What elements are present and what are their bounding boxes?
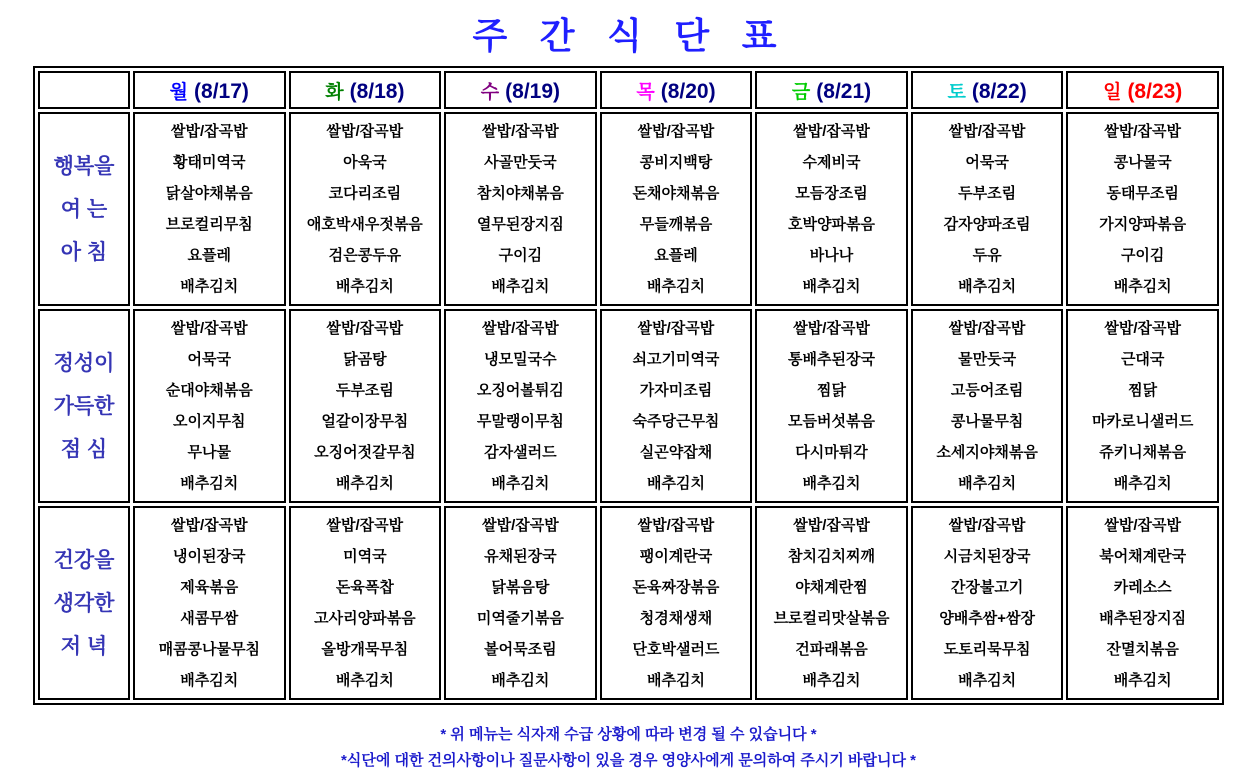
day-glyph-tue: 화 <box>325 81 344 103</box>
menu-item: 브로컬리맛살볶음 <box>773 610 890 627</box>
menu-item: 요플레 <box>187 247 232 264</box>
menu-cell-dinner-mon <box>133 506 286 700</box>
menu-cell-breakfast-sun <box>1066 112 1219 306</box>
menu-item: 수제비국 <box>802 154 861 171</box>
dinner-label <box>40 550 128 657</box>
menu-item: 배추김치 <box>491 475 550 492</box>
menu-item: 돈육폭찹 <box>335 579 394 596</box>
day-header-tue <box>289 71 442 109</box>
menu-item: 배추김치 <box>180 672 239 689</box>
label-line: 건강을 <box>53 548 115 572</box>
menu-item: 쌀밥/잡곡밥 <box>793 123 870 140</box>
corner-cell <box>38 71 130 109</box>
menu-item: 배추김치 <box>802 475 861 492</box>
label-line: 생각한 <box>53 591 115 615</box>
day-date-sat: (8/22) <box>971 79 1027 103</box>
menu-cell-breakfast-fri <box>755 112 908 306</box>
label-line: 가득한 <box>53 394 115 418</box>
menu-item: 닭살야채볶음 <box>165 185 253 202</box>
menu-item: 배추김치 <box>180 475 239 492</box>
menu-item: 소세지야채볶음 <box>936 444 1038 461</box>
label-line: 정성이 <box>53 351 115 375</box>
menu-cell-lunch-sat <box>911 309 1064 503</box>
menu-item: 무나물 <box>187 444 232 461</box>
menu-item: 숙주당근무침 <box>632 413 720 430</box>
menu-item: 참치야채볶음 <box>476 185 564 202</box>
menu-item: 북어채계란국 <box>1099 548 1187 565</box>
menu-item: 쇠고기미역국 <box>632 351 720 368</box>
weekly-menu-table <box>33 66 1224 705</box>
menu-item: 배추김치 <box>335 278 394 295</box>
menu-item: 배추김치 <box>958 672 1017 689</box>
menu-item: 배추김치 <box>180 278 239 295</box>
menu-item: 쌀밥/잡곡밥 <box>482 517 559 534</box>
menu-item: 야채계란찜 <box>795 579 868 596</box>
menu-item: 쌀밥/잡곡밥 <box>637 320 715 337</box>
menu-item: 쌀밥/잡곡밥 <box>793 517 870 534</box>
menu-cell-lunch-fri <box>755 309 908 503</box>
menu-item: 냉이된장국 <box>173 548 246 565</box>
day-glyph-thu: 목 <box>636 81 655 103</box>
menu-item: 황태미역국 <box>173 154 246 171</box>
menu-item: 감자양파조림 <box>943 216 1031 233</box>
day-header-fri <box>755 71 908 109</box>
menu-item: 배추김치 <box>958 278 1017 295</box>
menu-item: 배추김치 <box>1113 475 1172 492</box>
day-date-tue: (8/18) <box>349 79 405 103</box>
breakfast-label-cell <box>38 112 130 306</box>
day-header-sun <box>1066 71 1219 109</box>
menu-item: 찜닭 <box>817 382 847 399</box>
menu-item: 애호박새우젓볶음 <box>306 216 423 233</box>
menu-item: 간장불고기 <box>950 579 1024 596</box>
menu-item: 단호박샐러드 <box>632 641 720 658</box>
menu-cell-dinner-sun <box>1066 506 1219 700</box>
menu-item: 쌀밥/잡곡밥 <box>948 320 1026 337</box>
menu-item: 돈육짜장볶음 <box>632 579 720 596</box>
menu-item: 사골만둣국 <box>484 154 557 171</box>
menu-item: 유채된장국 <box>484 548 557 565</box>
day-header-row <box>38 71 1219 109</box>
menu-item: 배추김치 <box>646 278 705 295</box>
menu-item: 시금치된장국 <box>943 548 1031 565</box>
menu-item: 도토리묵무침 <box>943 641 1031 658</box>
menu-cell-dinner-tue <box>289 506 442 700</box>
menu-item: 배추김치 <box>958 475 1017 492</box>
menu-item: 쥬키니채볶음 <box>1099 444 1187 461</box>
menu-item: 쌀밥/잡곡밥 <box>326 320 404 337</box>
label-line: 저 녁 <box>60 634 108 658</box>
dinner-row <box>38 506 1219 700</box>
menu-item: 청경채생채 <box>639 610 713 627</box>
menu-item: 새콤무쌈 <box>180 610 239 627</box>
menu-item: 돈채야채볶음 <box>632 185 720 202</box>
menu-item: 콩나물무침 <box>950 413 1024 430</box>
menu-item: 다시마튀각 <box>795 444 868 461</box>
menu-item: 쌀밥/잡곡밥 <box>1104 320 1181 337</box>
menu-item: 쌀밥/잡곡밥 <box>482 123 559 140</box>
menu-item: 쌀밥/잡곡밥 <box>637 123 715 140</box>
menu-item: 두부조림 <box>958 185 1017 202</box>
menu-item: 두유 <box>972 247 1002 264</box>
menu-cell-breakfast-wed <box>444 112 597 306</box>
breakfast-row <box>38 112 1219 306</box>
menu-item: 미역줄기볶음 <box>476 610 564 627</box>
menu-item: 호박양파볶음 <box>788 216 875 233</box>
menu-cell-lunch-mon <box>133 309 286 503</box>
menu-item: 구이김 <box>498 247 543 264</box>
menu-item: 쌀밥/잡곡밥 <box>948 123 1026 140</box>
menu-item: 오징어볼튀김 <box>476 382 564 399</box>
menu-item: 쌀밥/잡곡밥 <box>326 123 404 140</box>
menu-item: 쌀밥/잡곡밥 <box>326 517 404 534</box>
menu-item: 통배추된장국 <box>788 351 875 368</box>
menu-item: 제육볶음 <box>180 579 239 596</box>
footer-note-1: * 위 메뉴는 식자재 수급 상황에 따라 변경 될 수 있습니다 * <box>440 726 817 743</box>
day-glyph-fri: 금 <box>791 81 811 103</box>
menu-cell-breakfast-mon <box>133 112 286 306</box>
menu-item: 팽이계란국 <box>639 548 713 565</box>
menu-cell-lunch-sun <box>1066 309 1219 503</box>
menu-item: 매콤콩나물무침 <box>158 641 260 658</box>
label-line: 아 침 <box>60 240 108 264</box>
menu-item: 올방개묵무침 <box>321 641 409 658</box>
day-glyph-mon: 월 <box>169 81 189 103</box>
menu-item: 어묵국 <box>187 351 232 368</box>
menu-item: 콩비지백탕 <box>639 154 713 171</box>
menu-item: 근대국 <box>1120 351 1165 368</box>
menu-item: 쌀밥/잡곡밥 <box>1104 517 1181 534</box>
menu-item: 모듬버섯볶음 <box>788 413 875 430</box>
menu-item: 닭볶음탕 <box>491 579 550 596</box>
breakfast-label <box>40 156 128 263</box>
label-line: 여 는 <box>60 197 108 221</box>
day-header-wed <box>444 71 597 109</box>
menu-item: 배추김치 <box>335 475 394 492</box>
menu-item: 배추김치 <box>646 672 705 689</box>
menu-item: 물만둣국 <box>958 351 1017 368</box>
menu-item: 두부조림 <box>335 382 394 399</box>
menu-item: 배추김치 <box>802 278 861 295</box>
menu-item: 동태무조림 <box>1106 185 1179 202</box>
menu-item: 닭곰탕 <box>343 351 387 368</box>
menu-cell-lunch-wed <box>444 309 597 503</box>
menu-cell-dinner-wed <box>444 506 597 700</box>
menu-item: 구이김 <box>1120 247 1165 264</box>
day-glyph-wed: 수 <box>480 81 500 103</box>
menu-cell-breakfast-thu <box>600 112 753 306</box>
menu-item: 쌀밥/잡곡밥 <box>482 320 559 337</box>
menu-item: 고등어조림 <box>950 382 1024 399</box>
menu-item: 배추김치 <box>802 672 861 689</box>
menu-item: 배추김치 <box>491 672 550 689</box>
lunch-row <box>38 309 1219 503</box>
menu-item: 쌀밥/잡곡밥 <box>637 517 715 534</box>
day-glyph-sun: 일 <box>1103 81 1122 103</box>
menu-item: 가지양파볶음 <box>1099 216 1187 233</box>
menu-item: 어묵국 <box>965 154 1009 171</box>
menu-item: 아욱국 <box>343 154 387 171</box>
menu-item: 배추김치 <box>491 278 550 295</box>
menu-item: 배추김치 <box>1113 672 1172 689</box>
menu-item: 순대야채볶음 <box>165 382 253 399</box>
menu-item: 요플레 <box>654 247 698 264</box>
menu-item: 가자미조림 <box>639 382 713 399</box>
menu-item: 쌀밥/잡곡밥 <box>1104 123 1181 140</box>
menu-item: 잔멸치볶음 <box>1106 641 1179 658</box>
day-date-wed: (8/19) <box>505 79 561 103</box>
menu-item: 볼어묵조림 <box>484 641 557 658</box>
day-glyph-sat: 토 <box>947 81 966 103</box>
menu-item: 검은콩두유 <box>328 247 402 264</box>
menu-item: 배추김치 <box>1113 278 1172 295</box>
menu-item: 참치김치찌깨 <box>788 548 875 565</box>
menu-item: 건파래볶음 <box>795 641 868 658</box>
menu-item: 냉모밀국수 <box>484 351 557 368</box>
menu-item: 쌀밥/잡곡밥 <box>948 517 1026 534</box>
menu-item: 오징어젓갈무침 <box>314 444 416 461</box>
menu-item: 양배추쌈+쌈장 <box>939 610 1035 627</box>
label-line: 행복을 <box>53 154 115 178</box>
day-header-sat <box>911 71 1064 109</box>
footer-notes <box>33 722 1224 775</box>
menu-item: 고사리양파볶음 <box>314 610 416 627</box>
menu-item: 쌀밥/잡곡밥 <box>170 517 248 534</box>
menu-item: 배추김치 <box>335 672 394 689</box>
menu-item: 쌀밥/잡곡밥 <box>170 320 248 337</box>
menu-item: 배추된장지짐 <box>1099 610 1187 627</box>
menu-item: 바나나 <box>809 247 854 264</box>
day-date-fri: (8/21) <box>816 79 872 103</box>
label-line: 점 심 <box>60 437 108 461</box>
menu-item: 얼갈이장무침 <box>321 413 409 430</box>
day-date-mon: (8/17) <box>194 79 249 103</box>
menu-item: 미역국 <box>343 548 387 565</box>
menu-item: 모듬장조림 <box>795 185 868 202</box>
dinner-label-cell <box>38 506 130 700</box>
lunch-label-cell <box>38 309 130 503</box>
menu-item: 배추김치 <box>646 475 705 492</box>
menu-item: 콩나물국 <box>1113 154 1172 171</box>
menu-item: 열무된장지짐 <box>476 216 564 233</box>
menu-item: 오이지무침 <box>173 413 246 430</box>
menu-cell-breakfast-sat <box>911 112 1064 306</box>
menu-cell-dinner-sat <box>911 506 1064 700</box>
menu-cell-dinner-thu <box>600 506 753 700</box>
page-title: 주 간 식 단 표 <box>472 15 787 57</box>
day-date-sun: (8/23) <box>1127 79 1183 103</box>
day-header-thu <box>600 71 753 109</box>
menu-item: 마카로니샐러드 <box>1091 413 1194 430</box>
menu-item: 감자샐러드 <box>484 444 557 461</box>
footer-note-2: *식단에 대한 건의사항이나 질문사항이 있을 경우 영양사에게 문의하여 주시기 바랍니다 * <box>341 752 916 770</box>
menu-item: 찜닭 <box>1128 382 1158 399</box>
menu-item: 실곤약잡채 <box>639 444 713 461</box>
menu-cell-lunch-thu <box>600 309 753 503</box>
menu-item: 코다리조림 <box>328 185 402 202</box>
menu-item: 무말랭이무침 <box>476 413 564 430</box>
menu-item: 카레소스 <box>1113 579 1172 596</box>
menu-cell-dinner-fri <box>755 506 908 700</box>
menu-cell-lunch-tue <box>289 309 442 503</box>
day-date-thu: (8/20) <box>660 79 716 103</box>
menu-item: 쌀밥/잡곡밥 <box>793 320 870 337</box>
menu-item: 무들깨볶음 <box>639 216 713 233</box>
menu-item: 브로컬리무침 <box>165 216 253 233</box>
lunch-label <box>40 353 128 460</box>
menu-item: 쌀밥/잡곡밥 <box>170 123 248 140</box>
day-header-mon <box>133 71 286 109</box>
menu-cell-breakfast-tue <box>289 112 442 306</box>
